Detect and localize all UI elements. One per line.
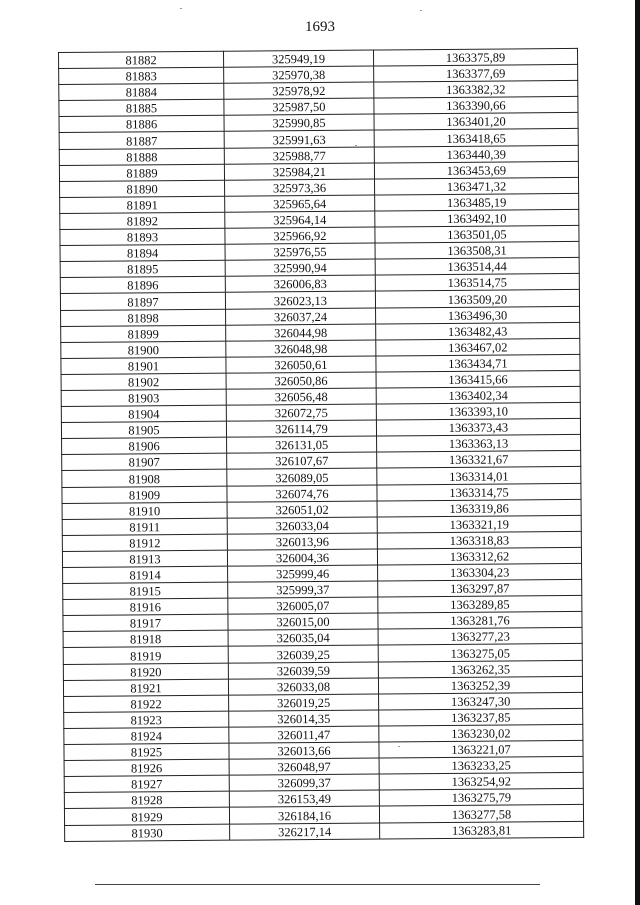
point-number-cell: 81908 bbox=[62, 470, 227, 487]
x-coordinate-cell: 325990,85 bbox=[224, 114, 374, 131]
point-number-cell: 81920 bbox=[63, 663, 228, 680]
y-coordinate-cell: 1363482,43 bbox=[376, 322, 580, 340]
y-coordinate-cell: 1363509,20 bbox=[375, 290, 579, 308]
point-number-cell: 81893 bbox=[60, 228, 225, 245]
point-number-cell: 81930 bbox=[65, 824, 230, 841]
x-coordinate-cell: 326099,37 bbox=[229, 774, 379, 791]
x-coordinate-cell: 326023,13 bbox=[225, 291, 375, 308]
y-coordinate-cell: 1363415,66 bbox=[376, 370, 580, 388]
x-coordinate-cell: 326217,14 bbox=[230, 822, 380, 839]
y-coordinate-cell: 1363221,07 bbox=[379, 740, 583, 758]
x-coordinate-cell: 326035,04 bbox=[228, 629, 378, 646]
point-number-cell: 81928 bbox=[64, 791, 229, 808]
point-number-cell: 81899 bbox=[61, 325, 226, 342]
point-number-cell: 81922 bbox=[64, 695, 229, 712]
point-number-cell: 81914 bbox=[63, 566, 228, 583]
x-coordinate-cell: 326050,86 bbox=[226, 372, 376, 389]
x-coordinate-cell: 325964,14 bbox=[225, 211, 375, 228]
x-coordinate-cell: 325970,38 bbox=[224, 66, 374, 83]
x-coordinate-cell: 326013,66 bbox=[229, 742, 379, 759]
point-number-cell: 81896 bbox=[60, 277, 225, 294]
x-coordinate-cell: 326184,16 bbox=[229, 806, 379, 823]
point-number-cell: 81884 bbox=[59, 83, 224, 100]
x-coordinate-cell: 325984,21 bbox=[224, 163, 374, 180]
scan-speck bbox=[355, 145, 357, 146]
point-number-cell: 81898 bbox=[61, 309, 226, 326]
x-coordinate-cell: 325999,37 bbox=[228, 581, 378, 598]
table-row bbox=[65, 821, 584, 841]
point-number-cell: 81885 bbox=[59, 99, 224, 116]
y-coordinate-cell: 1363277,23 bbox=[378, 628, 582, 646]
point-number-cell: 81903 bbox=[61, 389, 226, 406]
x-coordinate-cell: 325973,36 bbox=[225, 179, 375, 196]
y-coordinate-cell: 1363418,65 bbox=[374, 129, 578, 147]
y-coordinate-cell: 1363321,19 bbox=[377, 515, 581, 533]
y-coordinate-cell: 1363377,69 bbox=[374, 65, 578, 83]
x-coordinate-cell: 326013,96 bbox=[227, 533, 377, 550]
y-coordinate-cell: 1363318,83 bbox=[377, 531, 581, 549]
y-coordinate-cell: 1363508,31 bbox=[375, 242, 579, 260]
scan-border bbox=[635, 0, 640, 905]
y-coordinate-cell: 1363314,01 bbox=[377, 467, 581, 485]
x-coordinate-cell: 326033,08 bbox=[228, 678, 378, 695]
point-number-cell: 81911 bbox=[62, 518, 227, 535]
point-number-cell: 81901 bbox=[61, 357, 226, 374]
x-coordinate-cell: 326044,98 bbox=[226, 324, 376, 341]
point-number-cell: 81892 bbox=[60, 212, 225, 229]
point-number-cell: 81886 bbox=[59, 116, 224, 133]
x-coordinate-cell: 326051,02 bbox=[227, 501, 377, 518]
y-coordinate-cell: 1363434,71 bbox=[376, 354, 580, 372]
y-coordinate-cell: 1363247,30 bbox=[379, 692, 583, 710]
point-number-cell: 81891 bbox=[60, 196, 225, 213]
y-coordinate-cell: 1363252,39 bbox=[378, 676, 582, 694]
x-coordinate-cell: 325988,77 bbox=[224, 147, 374, 164]
x-coordinate-cell: 326005,07 bbox=[228, 597, 378, 614]
y-coordinate-cell: 1363492,10 bbox=[375, 209, 579, 227]
y-coordinate-cell: 1363289,85 bbox=[378, 596, 582, 614]
x-coordinate-cell: 326033,04 bbox=[227, 517, 377, 534]
point-number-cell: 81888 bbox=[59, 148, 224, 165]
y-coordinate-cell: 1363373,43 bbox=[376, 419, 580, 437]
point-number-cell: 81897 bbox=[60, 293, 225, 310]
point-number-cell: 81929 bbox=[64, 808, 229, 825]
point-number-cell: 81887 bbox=[59, 132, 224, 149]
x-coordinate-cell: 326039,25 bbox=[228, 645, 378, 662]
x-coordinate-cell: 325991,63 bbox=[224, 130, 374, 147]
point-number-cell: 81907 bbox=[62, 454, 227, 471]
point-number-cell: 81895 bbox=[60, 260, 225, 277]
x-coordinate-cell: 326089,05 bbox=[227, 468, 377, 485]
x-coordinate-cell: 326048,97 bbox=[229, 758, 379, 775]
point-number-cell: 81915 bbox=[63, 582, 228, 599]
point-number-cell: 81905 bbox=[61, 421, 226, 438]
x-coordinate-cell: 325987,50 bbox=[224, 98, 374, 115]
point-number-cell: 81916 bbox=[63, 598, 228, 615]
point-number-cell: 81927 bbox=[64, 775, 229, 792]
y-coordinate-cell: 1363277,58 bbox=[379, 805, 583, 823]
y-coordinate-cell: 1363382,32 bbox=[374, 81, 578, 99]
x-coordinate-cell: 325949,19 bbox=[223, 50, 373, 67]
x-coordinate-cell: 326107,67 bbox=[227, 452, 377, 469]
point-number-cell: 81889 bbox=[59, 164, 224, 181]
y-coordinate-cell: 1363312,62 bbox=[377, 547, 581, 565]
coordinates-table bbox=[58, 48, 584, 842]
point-number-cell: 81894 bbox=[60, 244, 225, 261]
point-number-cell: 81912 bbox=[62, 534, 227, 551]
y-coordinate-cell: 1363402,34 bbox=[376, 386, 580, 404]
y-coordinate-cell: 1363237,85 bbox=[379, 708, 583, 726]
table-body bbox=[59, 48, 584, 841]
x-coordinate-cell: 325999,46 bbox=[228, 565, 378, 582]
point-number-cell: 81918 bbox=[63, 631, 228, 648]
x-coordinate-cell: 326056,48 bbox=[226, 388, 376, 405]
x-coordinate-cell: 326039,59 bbox=[228, 662, 378, 679]
y-coordinate-cell: 1363281,76 bbox=[378, 612, 582, 630]
x-coordinate-cell: 326004,36 bbox=[227, 549, 377, 566]
page-number: 1693 bbox=[305, 19, 335, 35]
y-coordinate-cell: 1363375,89 bbox=[373, 48, 577, 66]
x-coordinate-cell: 325990,94 bbox=[225, 259, 375, 276]
y-coordinate-cell: 1363297,87 bbox=[378, 579, 582, 597]
point-number-cell: 81924 bbox=[64, 727, 229, 744]
x-coordinate-cell: 325966,92 bbox=[225, 227, 375, 244]
x-coordinate-cell: 326019,25 bbox=[229, 694, 379, 711]
x-coordinate-cell: 326153,49 bbox=[229, 790, 379, 807]
point-number-cell: 81925 bbox=[64, 743, 229, 760]
y-coordinate-cell: 1363230,02 bbox=[379, 724, 583, 742]
point-number-cell: 81917 bbox=[63, 614, 228, 631]
x-coordinate-cell: 326037,24 bbox=[226, 308, 376, 325]
point-number-cell: 81926 bbox=[64, 759, 229, 776]
point-number-cell: 81913 bbox=[62, 550, 227, 567]
point-number-cell: 81919 bbox=[63, 647, 228, 664]
bottom-rule bbox=[95, 884, 540, 885]
y-coordinate-cell: 1363275,79 bbox=[379, 789, 583, 807]
point-number-cell: 81923 bbox=[64, 711, 229, 728]
x-coordinate-cell: 326006,83 bbox=[225, 275, 375, 292]
point-number-cell: 81910 bbox=[62, 502, 227, 519]
point-number-cell: 81904 bbox=[61, 405, 226, 422]
scan-speck bbox=[398, 746, 400, 747]
y-coordinate-cell: 1363262,35 bbox=[378, 660, 582, 678]
y-coordinate-cell: 1363233,25 bbox=[379, 757, 583, 775]
y-coordinate-cell: 1363514,44 bbox=[375, 258, 579, 276]
y-coordinate-cell: 1363471,32 bbox=[375, 177, 579, 195]
y-coordinate-cell: 1363501,05 bbox=[375, 225, 579, 243]
x-coordinate-cell: 326011,47 bbox=[229, 726, 379, 743]
x-coordinate-cell: 326015,00 bbox=[228, 613, 378, 630]
y-coordinate-cell: 1363467,02 bbox=[376, 338, 580, 356]
point-number-cell: 81882 bbox=[59, 51, 224, 68]
x-coordinate-cell: 326072,75 bbox=[226, 404, 376, 421]
y-coordinate-cell: 1363453,69 bbox=[374, 161, 578, 179]
y-coordinate-cell: 1363319,86 bbox=[377, 499, 581, 517]
y-coordinate-cell: 1363401,20 bbox=[374, 113, 578, 131]
y-coordinate-cell: 1363496,30 bbox=[376, 306, 580, 324]
y-coordinate-cell: 1363440,39 bbox=[374, 145, 578, 163]
x-coordinate-cell: 326114,79 bbox=[226, 420, 376, 437]
y-coordinate-cell: 1363275,05 bbox=[378, 644, 582, 662]
y-coordinate-cell: 1363393,10 bbox=[376, 402, 580, 420]
point-number-cell: 81909 bbox=[62, 486, 227, 503]
x-coordinate-cell: 325978,92 bbox=[224, 82, 374, 99]
coordinates-table-container bbox=[58, 48, 584, 842]
y-coordinate-cell: 1363283,81 bbox=[380, 821, 584, 839]
point-number-cell: 81900 bbox=[61, 341, 226, 358]
point-number-cell: 81921 bbox=[63, 679, 228, 696]
point-number-cell: 81906 bbox=[62, 437, 227, 454]
x-coordinate-cell: 326050,61 bbox=[226, 356, 376, 373]
x-coordinate-cell: 326074,76 bbox=[227, 485, 377, 502]
point-number-cell: 81883 bbox=[59, 67, 224, 84]
scan-speck bbox=[420, 10, 422, 11]
y-coordinate-cell: 1363254,92 bbox=[379, 773, 583, 791]
x-coordinate-cell: 326014,35 bbox=[229, 710, 379, 727]
x-coordinate-cell: 325976,55 bbox=[225, 243, 375, 260]
x-coordinate-cell: 325965,64 bbox=[225, 195, 375, 212]
point-number-cell: 81902 bbox=[61, 373, 226, 390]
y-coordinate-cell: 1363390,66 bbox=[374, 97, 578, 115]
y-coordinate-cell: 1363485,19 bbox=[375, 193, 579, 211]
y-coordinate-cell: 1363321,67 bbox=[377, 451, 581, 469]
y-coordinate-cell: 1363363,13 bbox=[377, 435, 581, 453]
x-coordinate-cell: 326131,05 bbox=[227, 436, 377, 453]
x-coordinate-cell: 326048,98 bbox=[226, 340, 376, 357]
scan-speck bbox=[180, 8, 182, 9]
y-coordinate-cell: 1363304,23 bbox=[378, 563, 582, 581]
point-number-cell: 81890 bbox=[60, 180, 225, 197]
y-coordinate-cell: 1363514,75 bbox=[375, 274, 579, 292]
y-coordinate-cell: 1363314,75 bbox=[377, 483, 581, 501]
